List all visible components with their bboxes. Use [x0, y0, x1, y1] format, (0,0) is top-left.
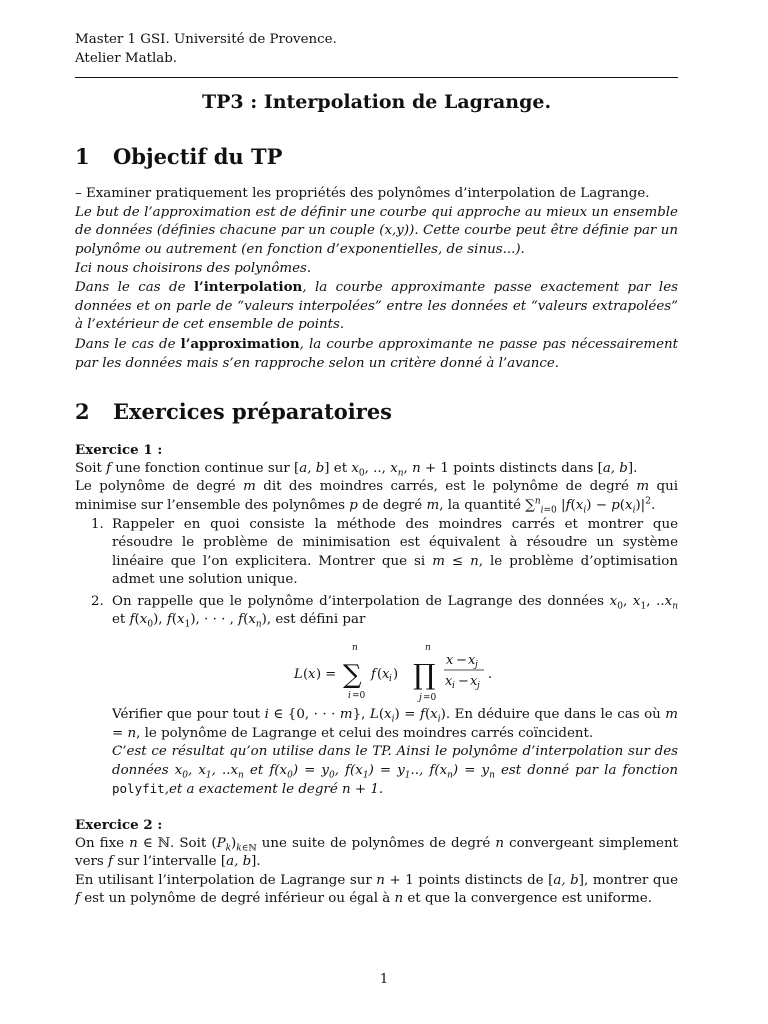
svg-text:j: j [475, 660, 478, 671]
objective-paragraph-3 [75, 278, 678, 335]
svg-text:−: − [458, 674, 469, 690]
section-1-number: 1 [75, 144, 90, 170]
exercise-2-paragraph-1: On fixe n ∈ ℕ. Soit $(P_k)_{k\in ℕ}$ une suite de polynômes de degré n convergeant simplement vers f sur l’intervalle [a, b]. [75, 835, 678, 870]
document-title: TP3 : Interpolation de Lagrange. [201, 91, 552, 114]
objective-paragraph-1: Le but de l’approximation est de définir une courbe qui approche au mieux un ensemble de données (définies chacune par un couple (x,y)). Cette courbe peut être définie par un polynôme ou autrement (en fonction d’exponentielles, de sinus...). [75, 204, 678, 257]
objective-paragraph-4 [75, 335, 678, 373]
header-rule [75, 77, 678, 78]
p3-pre: Dans le cas de [75, 280, 194, 296]
section-1-heading [75, 144, 678, 170]
item-1-number: 1. [91, 516, 104, 532]
lagrange-formula [112, 638, 678, 704]
svg-text:∏: ∏ [413, 658, 436, 692]
document-page [75, 31, 678, 909]
svg-text:j: j [419, 693, 422, 704]
exercise-2-heading: Exercice 2 : [75, 817, 163, 834]
svg-text:=0: =0 [352, 691, 366, 702]
svg-text:x: x [382, 667, 390, 683]
exercise-2-paragraph-2: En utilisant l’interpolation de Lagrange sur n + 1 points distincts de [a, b], montrer que f est un polynôme de degré inférieur ou égal à n et que la convergence est uniforme. [75, 872, 679, 907]
svg-text:n: n [425, 643, 431, 654]
svg-text:(: ( [303, 667, 309, 683]
svg-text:−: − [456, 653, 467, 669]
svg-text:x: x [446, 653, 454, 669]
header-line-1: Master 1 GSI. Université de Provence. [75, 32, 337, 47]
svg-text:f: f [371, 667, 376, 683]
section-2-title: Exercices préparatoires [113, 399, 392, 425]
svg-text:x: x [308, 667, 316, 683]
svg-text:n: n [352, 643, 358, 654]
svg-text:j: j [477, 681, 480, 692]
page-number: 1 [379, 972, 389, 987]
svg-text:): ) [393, 667, 399, 683]
p3-bold: l’interpolation [193, 279, 303, 296]
header-line-2: Atelier Matlab. [75, 50, 178, 66]
svg-text:x: x [470, 674, 478, 690]
svg-text:i: i [452, 681, 455, 692]
exercise-1-item-1: 1. Rappeler en quoi consiste la méthode des moindres carrés et montrer que résoudre le problème de minimisation est équivalent à résoudre un système linéaire que l’on explicitera. Montrer que si m ≤ n, le problème d’optimisation admet une solution unique. [91, 516, 678, 588]
p4-pre: Dans le cas de [75, 336, 181, 352]
section-2-heading [75, 399, 678, 425]
svg-text:i: i [348, 691, 351, 702]
svg-text:=0: =0 [423, 693, 437, 704]
svg-text:(: ( [377, 667, 383, 683]
exercise-1-heading: Exercice 1 : [75, 442, 163, 459]
exercise-1-definition: Le polynôme de degré m dit des moindres carrés, est le polynôme de degré m qui minimise sur l’ensemble des polynômes p de degré m, la quantité ∑$^n_{i=0}$ $|f(x_i) - p(x_i)|^2$. [75, 479, 678, 516]
section-1-title: Objectif du TP [113, 144, 283, 170]
svg-text:L: L [294, 667, 303, 683]
item-2-number: 2. [91, 593, 104, 609]
svg-text:x: x [445, 674, 453, 690]
p4-bold: l’approximation [180, 335, 300, 352]
exercise-1-intro: Soit f une fonction continue sur [a, b] et $x_0$, .., $x_n$, n + 1 points distincts dans [a, b]. [75, 460, 638, 479]
svg-text:) =: ) = [316, 667, 337, 683]
p3-post: , la courbe approximante passe exactement par les données et on parle de “valeurs interpolées” entre les données et “valeurs extrapolées” à l’extérieur de cet ensemble de points. [75, 280, 678, 333]
lagrange-formula-svg [112, 638, 678, 704]
svg-text:x: x [468, 653, 476, 669]
svg-text:.: . [488, 667, 493, 683]
svg-text:i: i [389, 674, 392, 685]
p4-post: , la courbe approximante ne passe pas nécessairement par les données mais s’en rapproche selon un critère donné à l’avance. [75, 336, 678, 371]
exercise-1-list [75, 516, 678, 801]
svg-text:∑: ∑ [343, 660, 362, 691]
objective-paragraph-2: Ici nous choisirons des polynômes. [75, 260, 312, 276]
section-2-number: 2 [75, 399, 90, 425]
exercise-1-item-2: 2. On rappelle que le polynôme d’interpolation de Lagrange des données $x_0$, $x_1$, $..x_n$ et $f(x_0)$, $f(x_1)$, · · · , $f(x_n)$, est défini par L ( x ) = n ∑ i =0 f ( x i ) n ∏ j =0 x − x j x i − x j . Vérifier que pour tout i ∈ {0, · · · m}, $L(x_i) = f(x_i)$. En déduire que dans le cas où m = n, le polynôme de Lagrange et celui des moindres carrés coïncident. C’est ce résultat qu’on utilise dans le TP. Ainsi le polynôme d’interpolation sur des données $x_0$, $x_1$, $..x_n$ et $f(x_0) = y_0$, $f(x_1) = y_1$.., $f(x_n) = y_n$ est donné par la fonction polyfit,et a exactement le degré n + 1. [91, 593, 679, 798]
objective-bullet: – Examiner pratiquement les propriétés des polynômes d’interpolation de Lagrange. [75, 186, 650, 202]
